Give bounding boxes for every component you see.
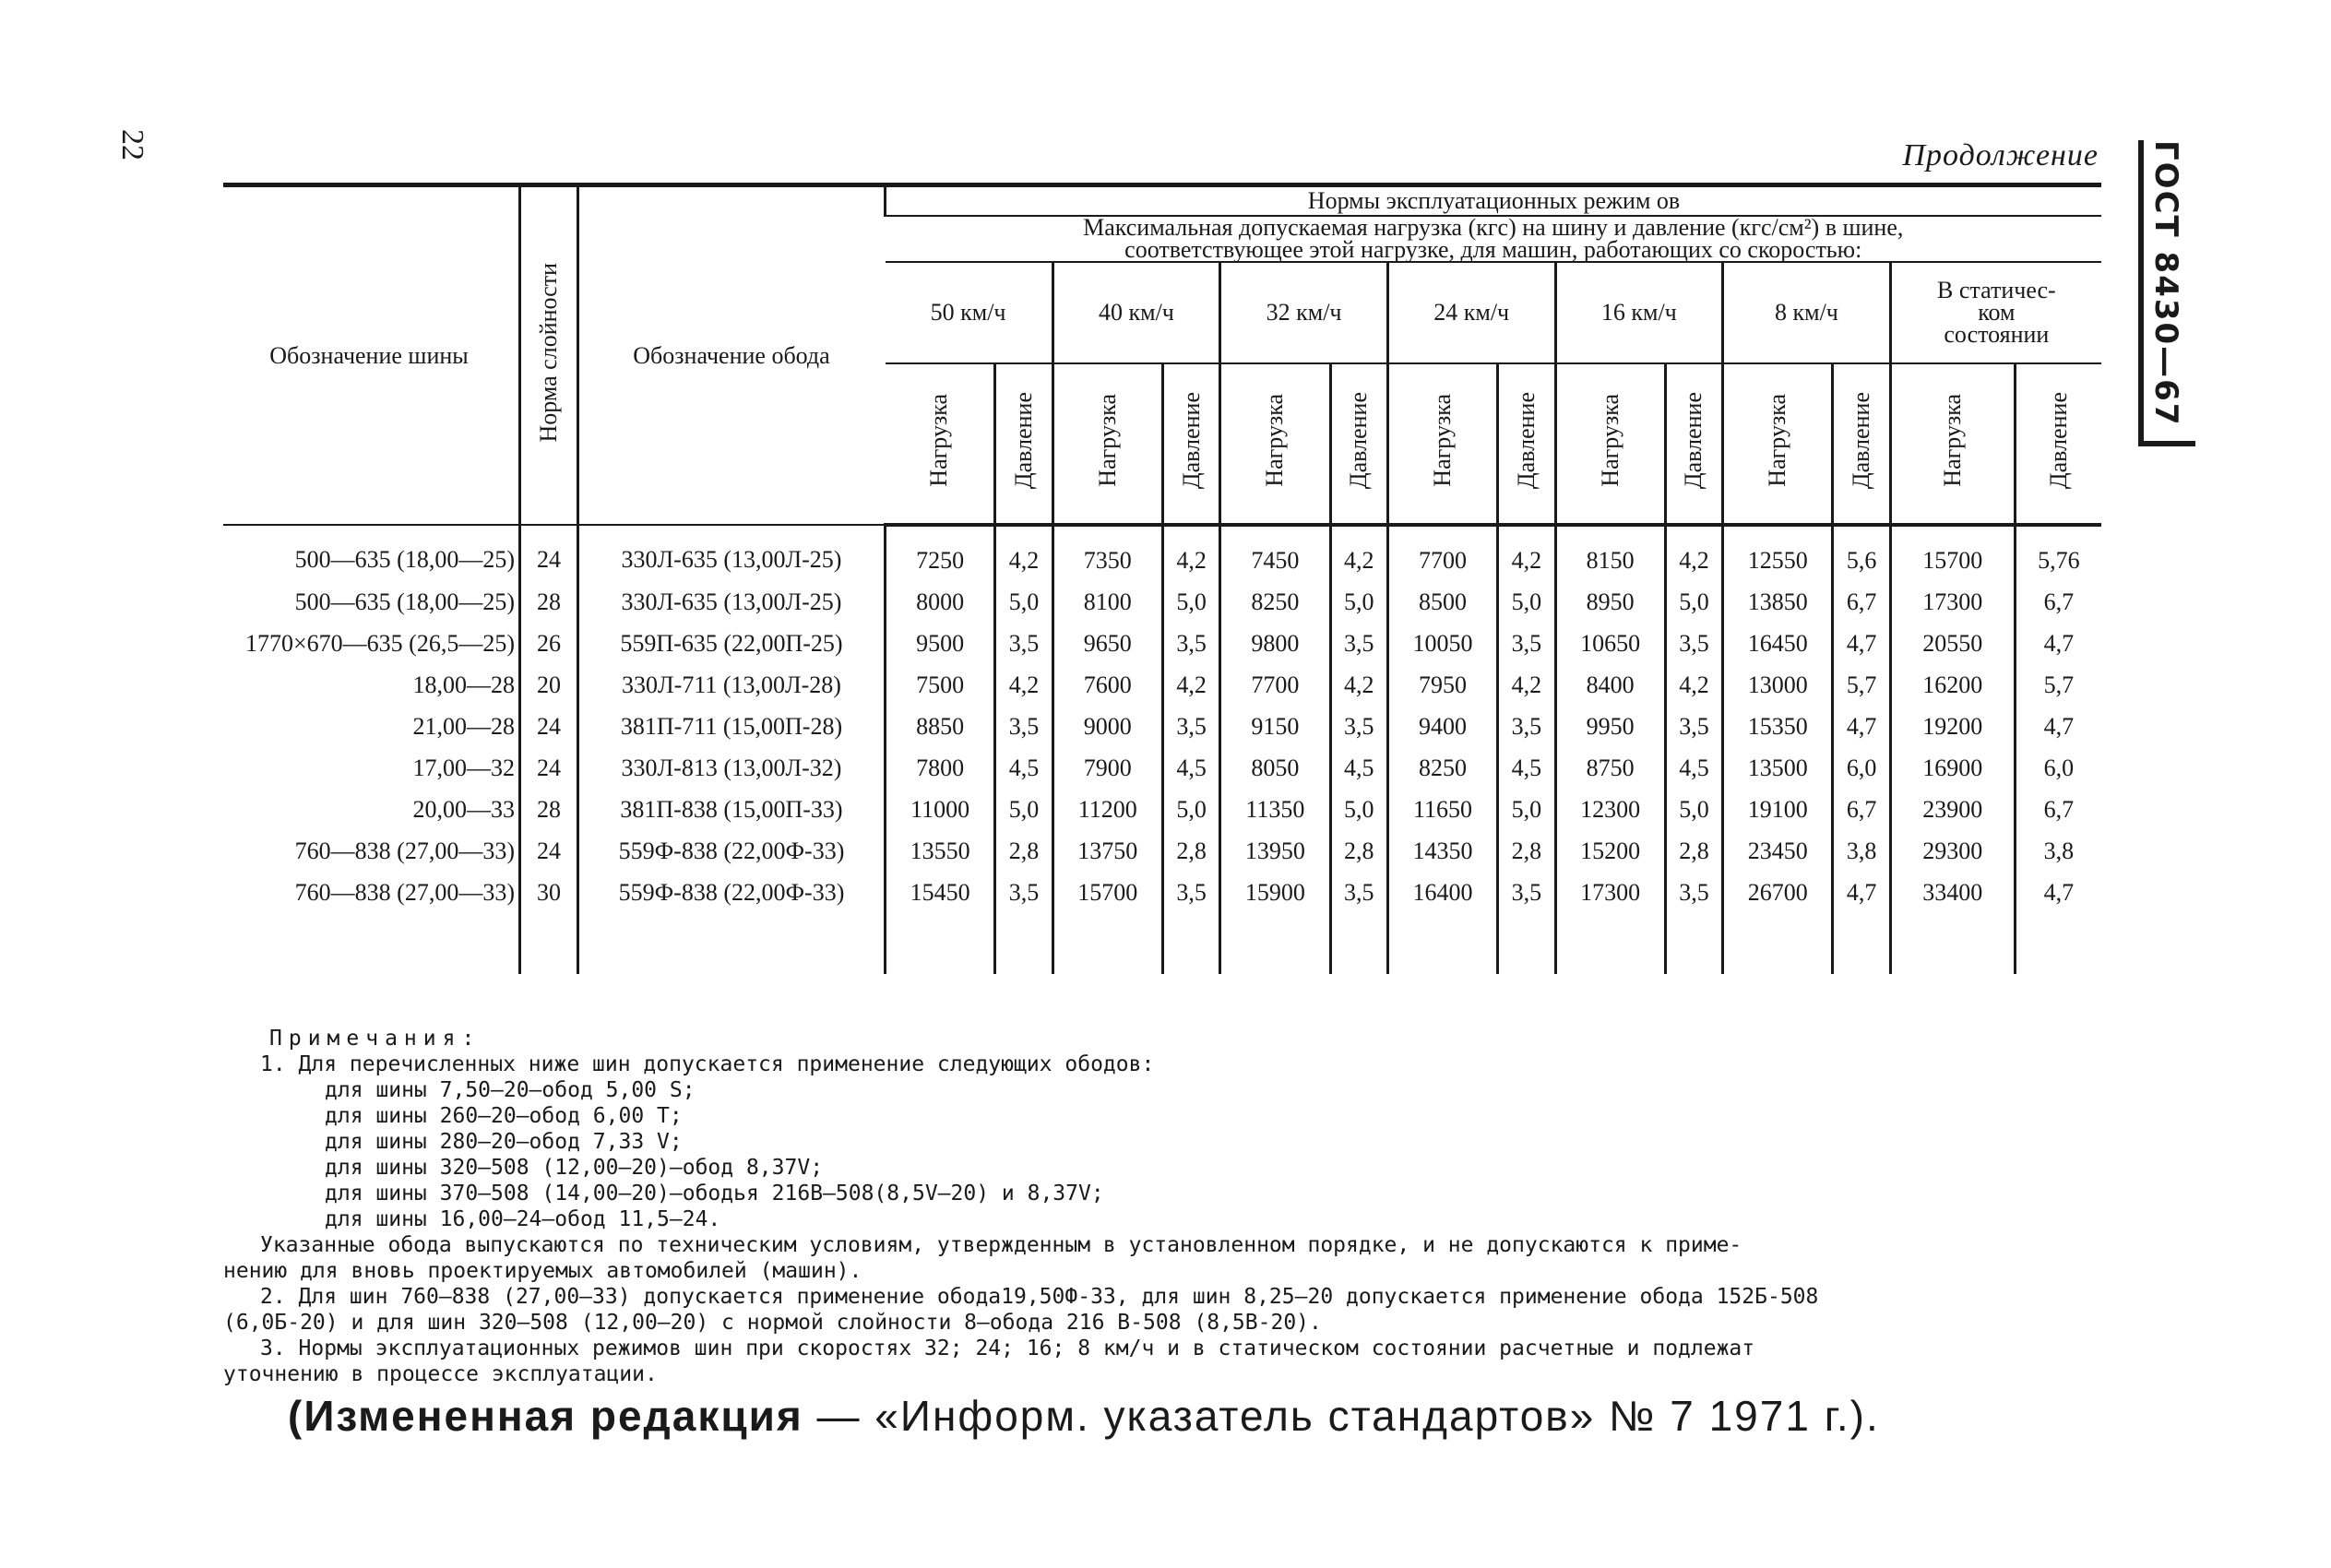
empty-cell [2015,913,2101,974]
header-speed-40: 40 км/ч [1053,262,1220,363]
cell-pressure: 5,0 [1665,581,1722,623]
cell-ply: 24 [520,747,578,789]
cell-load: 8400 [1555,664,1665,706]
header-load-50: Нагрузка [886,363,995,525]
cell-pressure: 2,8 [1665,830,1722,872]
cell-pressure: 4,7 [1833,623,1890,664]
empty-cell [1498,913,1555,974]
header-load-8: Нагрузка [1723,363,1833,525]
cell-pressure: 3,5 [1162,872,1219,913]
cell-load: 7900 [1053,747,1162,789]
cell-pressure: 6,0 [2015,747,2101,789]
cell-pressure: 5,0 [995,581,1053,623]
table-row [223,706,2101,747]
cell-tire: 1770×670—635 (26,5—25) [245,629,515,657]
header-rim: Обозначение обода [578,185,886,526]
cell-pressure: 5,0 [995,789,1053,830]
header-speed-8: 8 км/ч [1723,262,1891,363]
notes [223,1026,2101,1387]
cell-tire: 17,00—32 [412,754,515,781]
cell-load: 19200 [1890,706,2015,747]
cell-load: 8750 [1555,747,1665,789]
cell-tire: 20,00—33 [412,795,515,823]
cell-pressure: 4,7 [1833,872,1890,913]
cell-pressure: 4,2 [1665,664,1722,706]
cell-tire: 760—838 (27,00—33) [294,878,515,906]
cell-load: 16200 [1890,664,2015,706]
note-1-item: для шины 7,50—20—обод 5,00 S; [325,1078,696,1102]
gost-side-rule [2138,140,2144,445]
header-load-static: Нагрузка [1890,363,2015,525]
header-tire: Обозначение шины [223,185,520,526]
cell-ply: 20 [520,664,578,706]
empty-cell [1220,913,1330,974]
cell-pressure: 3,8 [2015,830,2101,872]
table-spacer-row [223,913,2101,974]
cell-pressure: 5,7 [2015,664,2101,706]
cell-pressure: 4,7 [2015,623,2101,664]
table-row [223,830,2101,872]
notes-title: Примечания: [269,1027,482,1051]
cell-pressure: 4,5 [995,747,1053,789]
header-norms: Нормы эксплуатационных режим ов [886,185,2102,217]
empty-cell [1833,913,1890,974]
amended-edition [288,1391,1880,1441]
header-pressure-50: Давление [995,363,1053,525]
cell-pressure: 5,0 [1498,789,1555,830]
cell-load: 10650 [1555,623,1665,664]
empty-cell [1387,913,1497,974]
cell-load: 15700 [1053,872,1162,913]
cell-pressure: 3,5 [995,623,1053,664]
amended-edition-label: (Измененная редакция [288,1392,803,1440]
note-1-tail: Указанные обода выпускаются по техническим условиям, утвержденным в установленном порядке, и не допускаются к приме- [260,1233,1742,1257]
cell-pressure: 3,5 [1498,623,1555,664]
cell-pressure: 3,5 [995,706,1053,747]
cell-pressure: 6,7 [2015,789,2101,830]
cell-load: 8950 [1555,581,1665,623]
header-pressure-16: Давление [1665,363,1722,525]
cell-load: 7950 [1387,664,1497,706]
cell-pressure: 3,5 [1665,872,1722,913]
cell-load: 9500 [886,623,995,664]
note-1-item: для шины 370—508 (14,00—20)—ободья 216В—508(8,5V—20) и 8,37V; [325,1182,1104,1206]
cell-load: 9400 [1387,706,1497,747]
cell-rim: 330Л-635 (13,00Л-25) [578,581,886,623]
cell-load: 8000 [886,581,995,623]
cell-pressure: 3,5 [1498,706,1555,747]
cell-pressure: 5,6 [1833,525,1890,581]
cell-load: 19100 [1723,789,1833,830]
header-pressure-static: Давление [2015,363,2101,525]
cell-pressure: 3,5 [1665,706,1722,747]
header-pressure-8: Давление [1833,363,1890,525]
header-load-32: Нагрузка [1220,363,1330,525]
cell-load: 7500 [886,664,995,706]
cell-rim: 559Ф-838 (22,00Ф-33) [578,830,886,872]
cell-tire: 760—838 (27,00—33) [294,837,515,864]
cell-pressure: 5,7 [1833,664,1890,706]
cell-load: 23450 [1723,830,1833,872]
cell-load: 9800 [1220,623,1330,664]
cell-pressure: 4,2 [1330,664,1387,706]
header-pressure-32: Давление [1330,363,1387,525]
cell-load: 13850 [1723,581,1833,623]
cell-pressure: 2,8 [995,830,1053,872]
table-body [223,525,2101,974]
cell-pressure: 4,2 [1498,664,1555,706]
note-1-item: для шины 280—20—обод 7,33 V; [325,1130,683,1154]
cell-rim: 330Л-813 (13,00Л-32) [578,747,886,789]
tire-load-table [223,183,2101,974]
cell-load: 7350 [1053,525,1162,581]
empty-cell [1330,913,1387,974]
cell-pressure: 3,5 [1498,872,1555,913]
cell-load: 15700 [1890,525,2015,581]
cell-pressure: 2,8 [1330,830,1387,872]
cell-ply: 30 [520,872,578,913]
cell-pressure: 3,5 [1162,623,1219,664]
note-1-item: для шины 260—20—обод 6,00 Т; [325,1104,683,1128]
table-row [223,664,2101,706]
cell-pressure: 6,7 [1833,789,1890,830]
table-row [223,623,2101,664]
cell-load: 29300 [1890,830,2015,872]
cell-load: 17300 [1555,872,1665,913]
gost-label: ГОСТ 8430—67 [2147,140,2184,427]
empty-cell [1555,913,1665,974]
cell-load: 8100 [1053,581,1162,623]
cell-load: 13500 [1723,747,1833,789]
empty-cell [1665,913,1722,974]
header-load-40: Нагрузка [1053,363,1162,525]
note-1-item: для шины 16,00—24—обод 11,5—24. [325,1207,721,1231]
cell-load: 13550 [886,830,995,872]
cell-load: 26700 [1723,872,1833,913]
cell-pressure: 4,2 [995,525,1053,581]
cell-pressure: 2,8 [1162,830,1219,872]
cell-load: 15200 [1555,830,1665,872]
cell-load: 23900 [1890,789,2015,830]
cell-pressure: 2,8 [1498,830,1555,872]
cell-pressure: 5,76 [2015,525,2101,581]
cell-pressure: 4,7 [2015,872,2101,913]
cell-load: 7700 [1220,664,1330,706]
cell-load: 11350 [1220,789,1330,830]
amended-edition-source: — «Информ. указатель стандартов» № 7 1971 г.). [803,1392,1880,1440]
header-pressure-40: Давление [1162,363,1219,525]
header-load-16: Нагрузка [1555,363,1665,525]
header-speed-32: 32 км/ч [1220,262,1388,363]
cell-pressure: 3,5 [1330,623,1387,664]
header-ply: Норма слойности [520,185,578,526]
cell-tire: 18,00—28 [412,671,515,698]
cell-load: 8150 [1555,525,1665,581]
cell-rim: 330Л-711 (13,00Л-28) [578,664,886,706]
note-1-intro: 1. Для перечисленных ниже шин допускается применение следующих ободов: [260,1052,1155,1076]
cell-pressure: 5,0 [1162,789,1219,830]
cell-rim: 381П-838 (15,00П-33) [578,789,886,830]
cell-pressure: 5,0 [1498,581,1555,623]
continuation-label: Продолжение [1902,138,2099,172]
cell-load: 15350 [1723,706,1833,747]
cell-pressure: 4,5 [1665,747,1722,789]
cell-load: 7450 [1220,525,1330,581]
cell-rim: 381П-711 (15,00П-28) [578,706,886,747]
empty-cell [578,913,886,974]
cell-load: 8850 [886,706,995,747]
cell-rim: 330Л-635 (13,00Л-25) [578,525,886,581]
page-number: 22 [115,129,149,160]
cell-load: 8250 [1387,747,1497,789]
cell-rim: 559П-635 (22,00П-25) [578,623,886,664]
cell-load: 14350 [1387,830,1497,872]
cell-pressure: 4,2 [1498,525,1555,581]
cell-load: 12300 [1555,789,1665,830]
cell-load: 8500 [1387,581,1497,623]
empty-cell [223,913,520,974]
header-speed-16: 16 км/ч [1555,262,1723,363]
gost-side-rule-foot [2138,441,2195,446]
cell-load: 11000 [886,789,995,830]
cell-pressure: 3,5 [1665,623,1722,664]
cell-load: 9150 [1220,706,1330,747]
empty-cell [520,913,578,974]
cell-load: 16900 [1890,747,2015,789]
cell-load: 13950 [1220,830,1330,872]
cell-load: 17300 [1890,581,2015,623]
header-max-load: Максимальная допускаемая нагрузка (кгс) на шину и давление (кгс/см²) в шине, соответствующее этой нагрузке, для машин, работающих со скоростью: [886,216,2102,262]
cell-pressure: 6,7 [2015,581,2101,623]
cell-load: 7700 [1387,525,1497,581]
cell-pressure: 3,5 [1162,706,1219,747]
cell-pressure: 3,5 [995,872,1053,913]
cell-pressure: 4,2 [1665,525,1722,581]
empty-cell [1162,913,1219,974]
table-row [223,872,2101,913]
empty-cell [886,913,995,974]
cell-load: 13750 [1053,830,1162,872]
cell-pressure: 6,7 [1833,581,1890,623]
note-2-cont: (6,0Б-20) и для шин 320—508 (12,00—20) с нормой слойности 8—обода 216 В-508 (8,5В-20). [223,1311,1322,1335]
cell-ply: 28 [520,789,578,830]
header-speed-24: 24 км/ч [1387,262,1555,363]
note-1-item: для шины 320—508 (12,00—20)—обод 8,37V; [325,1156,824,1180]
cell-pressure: 3,5 [1330,872,1387,913]
cell-pressure: 4,5 [1330,747,1387,789]
cell-pressure: 6,0 [1833,747,1890,789]
header-load-24: Нагрузка [1387,363,1497,525]
empty-cell [1723,913,1833,974]
cell-pressure: 4,7 [1833,706,1890,747]
cell-load: 7250 [886,525,995,581]
cell-pressure: 4,7 [2015,706,2101,747]
empty-cell [1053,913,1162,974]
cell-ply: 24 [520,706,578,747]
cell-load: 13000 [1723,664,1833,706]
cell-pressure: 4,5 [1498,747,1555,789]
cell-rim: 559Ф-838 (22,00Ф-33) [578,872,886,913]
cell-load: 16400 [1387,872,1497,913]
cell-pressure: 5,0 [1330,581,1387,623]
cell-ply: 24 [520,525,578,581]
cell-pressure: 4,2 [995,664,1053,706]
empty-cell [995,913,1053,974]
cell-load: 15450 [886,872,995,913]
note-2: 2. Для шин 760—838 (27,00—33) допускается применение обода19,50Ф-33, для шин 8,25—20 допускается применение обода 152Б-508 [260,1285,1819,1309]
cell-load: 8050 [1220,747,1330,789]
cell-ply: 26 [520,623,578,664]
note-3-cont: уточнению в процессе эксплуатации. [223,1362,658,1386]
cell-pressure: 4,2 [1162,525,1219,581]
cell-load: 9000 [1053,706,1162,747]
cell-load: 33400 [1890,872,2015,913]
cell-load: 16450 [1723,623,1833,664]
note-3: 3. Нормы эксплуатационных режимов шин при скоростях 32; 24; 16; 8 км/ч и в статическом состоянии расчетные и подлежат [260,1336,1755,1360]
cell-pressure: 4,5 [1162,747,1219,789]
table-row [223,581,2101,623]
cell-pressure: 3,8 [1833,830,1890,872]
cell-pressure: 5,0 [1162,581,1219,623]
cell-tire: 500—635 (18,00—25) [294,546,515,573]
cell-pressure: 5,0 [1665,789,1722,830]
cell-load: 9950 [1555,706,1665,747]
header-pressure-24: Давление [1498,363,1555,525]
header-speed-50: 50 км/ч [886,262,1053,363]
header-static: В статичес- ком состоянии [1890,262,2101,363]
cell-load: 7600 [1053,664,1162,706]
cell-load: 15900 [1220,872,1330,913]
cell-tire: 500—635 (18,00—25) [294,588,515,615]
cell-load: 9650 [1053,623,1162,664]
cell-pressure: 4,2 [1162,664,1219,706]
table-row [223,789,2101,830]
empty-cell [1890,913,2015,974]
cell-ply: 24 [520,830,578,872]
table-row [223,747,2101,789]
cell-ply: 28 [520,581,578,623]
note-1-tail-cont: нению для вновь проектируемых автомобилей (машин). [223,1259,862,1283]
cell-pressure: 4,2 [1330,525,1387,581]
cell-pressure: 3,5 [1330,706,1387,747]
cell-tire: 21,00—28 [412,712,515,740]
cell-load: 11200 [1053,789,1162,830]
cell-load: 20550 [1890,623,2015,664]
cell-load: 8250 [1220,581,1330,623]
cell-load: 7800 [886,747,995,789]
cell-load: 10050 [1387,623,1497,664]
table-row [223,525,2101,581]
cell-load: 11650 [1387,789,1497,830]
cell-load: 12550 [1723,525,1833,581]
cell-pressure: 5,0 [1330,789,1387,830]
